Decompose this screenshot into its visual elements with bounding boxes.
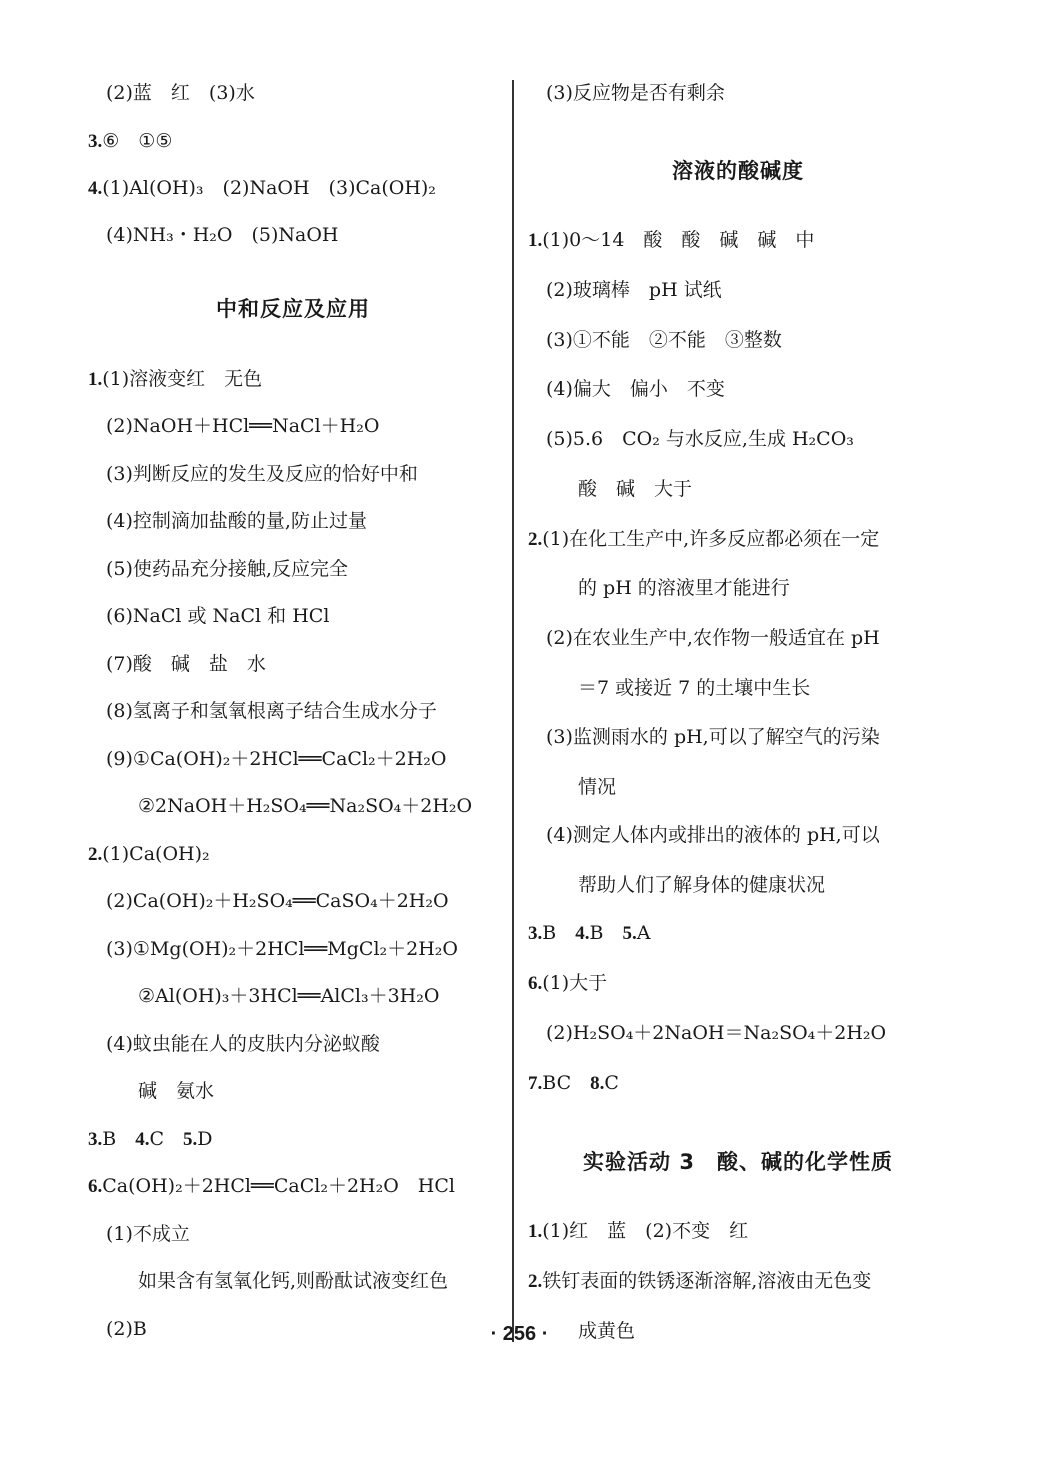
question-number: 5. [183,1129,198,1150]
answer-text: (1)Al(OH)₃ (2)NaOH (3)Ca(OH)₂ [102,177,436,199]
answer-text: 碱 氨水 [138,1080,215,1102]
answer-text: (7)酸 碱 盐 水 [106,653,266,675]
answer-text: D [197,1128,213,1150]
answer-text: (3)监测雨水的 pH,可以了解空气的污染 [546,726,880,748]
answer-text: (2)蓝 红 (3)水 [106,82,255,104]
answer-text: 铁钉表面的铁锈逐渐溶解,溶液由无色变 [542,1270,872,1292]
answer-text: 成黄色 [578,1320,636,1342]
answer-text: (2)NaOH＋HCl══NaCl＋H₂O [106,415,380,437]
answer-line [546,724,880,750]
answer-line [106,556,348,582]
question-number: 3. [88,131,103,152]
question-number: 3. [88,1129,103,1150]
answer-line [88,841,210,868]
answer-text: B [542,922,576,944]
answer-text: ②2NaOH＋H₂SO₄══Na₂SO₄＋2H₂O [138,795,473,817]
answer-line [528,920,650,947]
answer-text: (4)测定人体内或排出的液体的 pH,可以 [546,824,880,846]
section-heading: 溶液的酸碱度 [672,159,804,183]
answer-line [546,822,880,848]
answer-line [88,366,262,393]
answer-line [528,970,607,997]
answer-line [88,175,436,202]
answer-line [546,277,722,303]
question-number: 6. [528,973,543,994]
answer-text: (6)NaCl 或 NaCl 和 HCl [106,605,330,627]
answer-text: 酸 碱 大于 [578,478,693,500]
page-number: · 256 · [490,1323,549,1345]
column-divider [512,80,514,1342]
answer-line [546,80,725,106]
question-number: 7. [528,1073,543,1094]
question-number: 2. [88,844,103,865]
answer-line [138,1268,448,1294]
answer-text: (1)0～14 酸 酸 碱 碱 中 [542,229,815,251]
answer-line [528,1218,748,1245]
answer-line [106,413,379,439]
answer-line [528,1070,619,1097]
answer-line [106,80,255,106]
answer-line [106,461,418,487]
question-number: 1. [528,230,543,251]
answer-line [578,675,810,701]
question-number: 4. [88,178,103,199]
answer-line [546,1020,886,1046]
answer-text: (3)①Mg(OH)₂＋2HCl══MgCl₂＋2H₂O [106,938,459,960]
question-number: 6. [88,1176,103,1197]
answer-line [88,1173,455,1200]
answer-text: (2)B [106,1318,147,1340]
answer-text: 情况 [578,776,617,798]
answer-text: 的 pH 的溶液里才能进行 [578,577,790,599]
answer-text: (2)玻璃棒 pH 试纸 [546,279,722,301]
answer-text: (5)使药品充分接触,反应完全 [106,558,348,580]
answer-text: (5)5.6 CO₂ 与水反应,生成 H₂CO₃ [546,428,854,450]
section-heading: 中和反应及应用 [216,297,370,321]
answer-text: BC [542,1072,591,1094]
answer-line [528,227,814,254]
answer-line [578,872,825,898]
answer-text: (4)控制滴加盐酸的量,防止过量 [106,510,367,532]
answer-text: A [636,922,651,944]
answer-text: 帮助人们了解身体的健康状况 [578,874,826,896]
question-number: 1. [528,1221,543,1242]
answer-line [578,774,616,800]
answer-text: (2)Ca(OH)₂＋H₂SO₄══CaSO₄＋2H₂O [106,890,449,912]
answer-line [528,526,879,553]
answer-text: (1)红 蓝 (2)不变 红 [542,1220,749,1242]
answer-text: (9)①Ca(OH)₂＋2HCl══CaCl₂＋2H₂O [106,748,447,770]
answer-text: C [149,1128,184,1150]
answer-text: C [604,1072,619,1094]
answer-text: ＝7 或接近 7 的土壤中生长 [578,677,811,699]
answer-text: B [589,922,623,944]
answer-text: 如果含有氢氧化钙,则酚酞试液变红色 [138,1270,449,1292]
question-number: 8. [590,1073,605,1094]
answer-text: (2)H₂SO₄＋2NaOH＝Na₂SO₄＋2H₂O [546,1022,887,1044]
answer-line [578,575,790,601]
answer-line [138,983,439,1009]
question-number: 5. [622,923,637,944]
answer-line [138,1078,214,1104]
answer-line [106,936,458,962]
answer-text: (2)在农业生产中,农作物一般适宜在 pH [546,627,880,649]
answer-line [546,376,725,402]
question-number: 2. [528,1271,543,1292]
answer-text: (1)不成立 [106,1223,190,1245]
question-number: 4. [575,923,590,944]
answer-line [88,128,172,155]
answer-line [106,746,447,772]
answer-line [106,222,339,248]
answer-text: (8)氢离子和氢氧根离子结合生成水分子 [106,700,437,722]
answer-line [578,476,692,502]
answer-line [106,603,329,629]
answer-text: B [102,1128,136,1150]
answer-text: (4)偏大 偏小 不变 [546,378,725,400]
answer-text: (1)在化工生产中,许多反应都必须在一定 [542,528,880,550]
answer-line [528,1268,871,1295]
question-number: 3. [528,923,543,944]
answer-line [546,426,854,452]
answer-text: (3)判断反应的发生及反应的恰好中和 [106,463,418,485]
answer-line [546,625,880,651]
answer-line [106,508,367,534]
answer-line [106,698,437,724]
answer-line [88,1126,213,1153]
answer-text: (1)Ca(OH)₂ [102,843,210,865]
answer-line [106,888,449,914]
answer-text: ⑥ ①⑤ [102,130,173,152]
question-number: 4. [135,1129,150,1150]
answer-line [106,1031,380,1057]
answer-text: (1)大于 [542,972,608,994]
answer-text: Ca(OH)₂＋2HCl══CaCl₂＋2H₂O HCl [102,1175,455,1197]
answer-text: (3)①不能 ②不能 ③整数 [546,329,782,351]
question-number: 1. [88,369,103,390]
section-heading: 实验活动 3 酸、碱的化学性质 [583,1150,893,1174]
answer-text: ②Al(OH)₃＋3HCl══AlCl₃＋3H₂O [138,985,440,1007]
answer-text: (1)溶液变红 无色 [102,368,263,390]
answer-text: (4)蚊虫能在人的皮肤内分泌蚁酸 [106,1033,380,1055]
answer-line [138,793,472,819]
answer-line [546,327,782,353]
question-number: 2. [528,529,543,550]
answer-line [106,651,266,677]
answer-text: (3)反应物是否有剩余 [546,82,725,104]
answer-line [106,1221,190,1247]
answer-text: (4)NH₃・H₂O (5)NaOH [106,224,339,246]
